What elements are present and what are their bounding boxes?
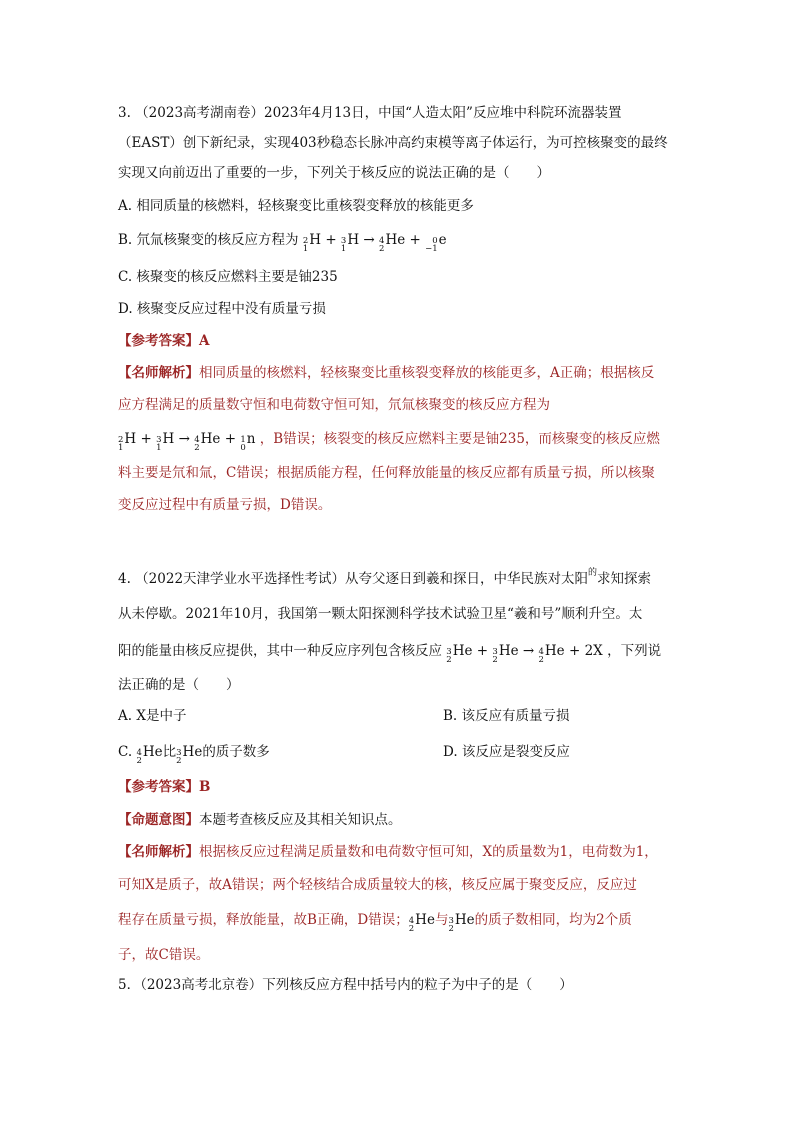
q4-analysis-line4: 子，故C错误。 — [118, 947, 210, 963]
fusion-equation-b: 2 1 H + 3 1 H → 4 2 He + 0 −1 e — [302, 232, 447, 254]
answer-value: A — [199, 333, 210, 349]
q4-option-d: D. 该反应是裂变反应 — [443, 744, 570, 760]
q3-analysis-line4: 料主要是氘和氚，C错误；根据质能方程，任何释放能量的核反应都有质量亏损，所以核聚 — [118, 465, 655, 481]
q3-option-b — [118, 231, 447, 254]
q3-option-c: C. 核聚变的核反应燃料主要是铀235 — [118, 269, 338, 285]
q3-answer — [118, 332, 209, 350]
q4-stem-line2: 从未停歇。2021年10月，我国第一颗太阳探测科学技术试验卫星“羲和号”顺利升空。太 — [118, 606, 643, 622]
fusion-equation-he3: 3 2 He + 3 2 He → 4 2 He + 2X — [446, 643, 603, 665]
q3-analysis-line3: 2 1 H + 3 1 H → 4 2 He + 1 0 n ，B错误；核裂变的核反应燃料主要是铀235，而核聚变的核反应燃 — [118, 431, 660, 453]
q3-stem-line2: （EAST）创下新纪录，实现403秒稳态长脉冲高约束模等离子体运行，为可控核聚变的最终 — [118, 135, 668, 151]
nuclide-he4: 4 2 He — [194, 431, 221, 453]
nuclide-he3: 3 2 He — [446, 643, 473, 665]
q4-analysis-line3: 程存在质量亏损，释放能量，故B正确，D错误； 4 2 He与 3 2 He的质子数相同，均为2个质 — [118, 912, 632, 934]
q4-option-a: A. X是中子 — [118, 708, 187, 724]
nuclide-he3: 3 2 He — [448, 912, 475, 934]
answer-label: 【参考答案】 — [118, 333, 199, 349]
q3-analysis-line2: 应方程满足的质量数守恒和电荷数守恒可知，氘氚核聚变的核反应方程为 — [118, 397, 550, 413]
q4-analysis-line2: 可知X是质子，故A错误；两个轻核结合成质量较大的核，核反应属于聚变反应，反应过 — [118, 877, 637, 893]
q4-option-b: B. 该反应有质量亏损 — [443, 708, 570, 724]
nuclide-he3: 3 2 He — [492, 643, 519, 665]
intent-label: 【命题意图】 — [118, 812, 199, 828]
answer-value: B — [199, 779, 211, 795]
q3-option-d: D. 核聚变反应过程中没有质量亏损 — [118, 301, 326, 317]
q4-stem-line4: 法正确的是（ ） — [118, 677, 240, 693]
q4-intent: 【命题意图】本题考查核反应及其相关知识点。 — [118, 812, 402, 828]
q4-answer — [118, 778, 210, 796]
nuclide-h3: 3 1 H — [156, 431, 175, 453]
analysis-label: 【名师解析】 — [118, 844, 199, 860]
nuclide-he4: 4 2 He — [538, 643, 565, 665]
q5-stem-line1: 5．（2023高考北京卷）下列核反应方程中括号内的粒子为中子的是（ ） — [118, 977, 573, 993]
analysis-label: 【名师解析】 — [118, 365, 199, 381]
fusion-equation-correct: 2 1 H + 3 1 H → 4 2 He + 1 0 n — [118, 431, 256, 453]
q4-analysis-line1: 【名师解析】根据核反应过程满足质量数和电荷数守恒可知，X的质量数为1，电荷数为1， — [118, 844, 658, 860]
nuclide-h2: 2 1 H — [118, 431, 137, 453]
nuclide-he3: 3 2 He — [176, 744, 203, 766]
q3-option-a: A. 相同质量的核燃料，轻核聚变比重核裂变释放的核能更多 — [118, 198, 474, 214]
q4-option-c: C. 4 2 He比 3 2 He的质子数多 — [118, 744, 270, 766]
nuclide-h3: 3 1 H — [340, 232, 360, 254]
q4-stem-line3: 阳的能量由核反应提供，其中一种反应序列包含核反应 3 2 He + 3 2 He → 4 2 He + 2X ，下列说 — [118, 643, 662, 665]
q3-option-b-text: B. 氘氚核聚变的核反应方程为 — [118, 232, 299, 248]
nuclide-he4: 4 2 He — [408, 912, 435, 934]
q3-analysis-line1: 【名师解析】相同质量的核燃料，轻核聚变比重核裂变释放的核能更多，A正确；根据核反 — [118, 365, 655, 381]
nuclide-he4: 4 2 He — [136, 744, 163, 766]
q3-stem-line3: 实现又向前迈出了重要的一步，下列关于核反应的说法正确的是（ ） — [118, 165, 550, 181]
q3-analysis-line5: 变反应过程中有质量亏损，D错误。 — [118, 497, 332, 513]
particle-electron: 0 −1 e — [425, 232, 447, 254]
particle-neutron: 1 0 n — [240, 431, 256, 453]
nuclide-h2: 2 1 H — [302, 232, 322, 254]
q3-stem-line1: 3. （2023高考湖南卷）2023年4月13日，中国“人造太阳”反应堆中科院环流器装置 — [118, 105, 622, 121]
q4-stem-line1: 4. （2022天津学业水平选择性考试）从夸父逐日到羲和探日，中华民族对太阳$^的$求知探索 — [118, 568, 652, 587]
answer-label: 【参考答案】 — [118, 779, 199, 795]
nuclide-he4: 4 2 He — [379, 232, 406, 254]
